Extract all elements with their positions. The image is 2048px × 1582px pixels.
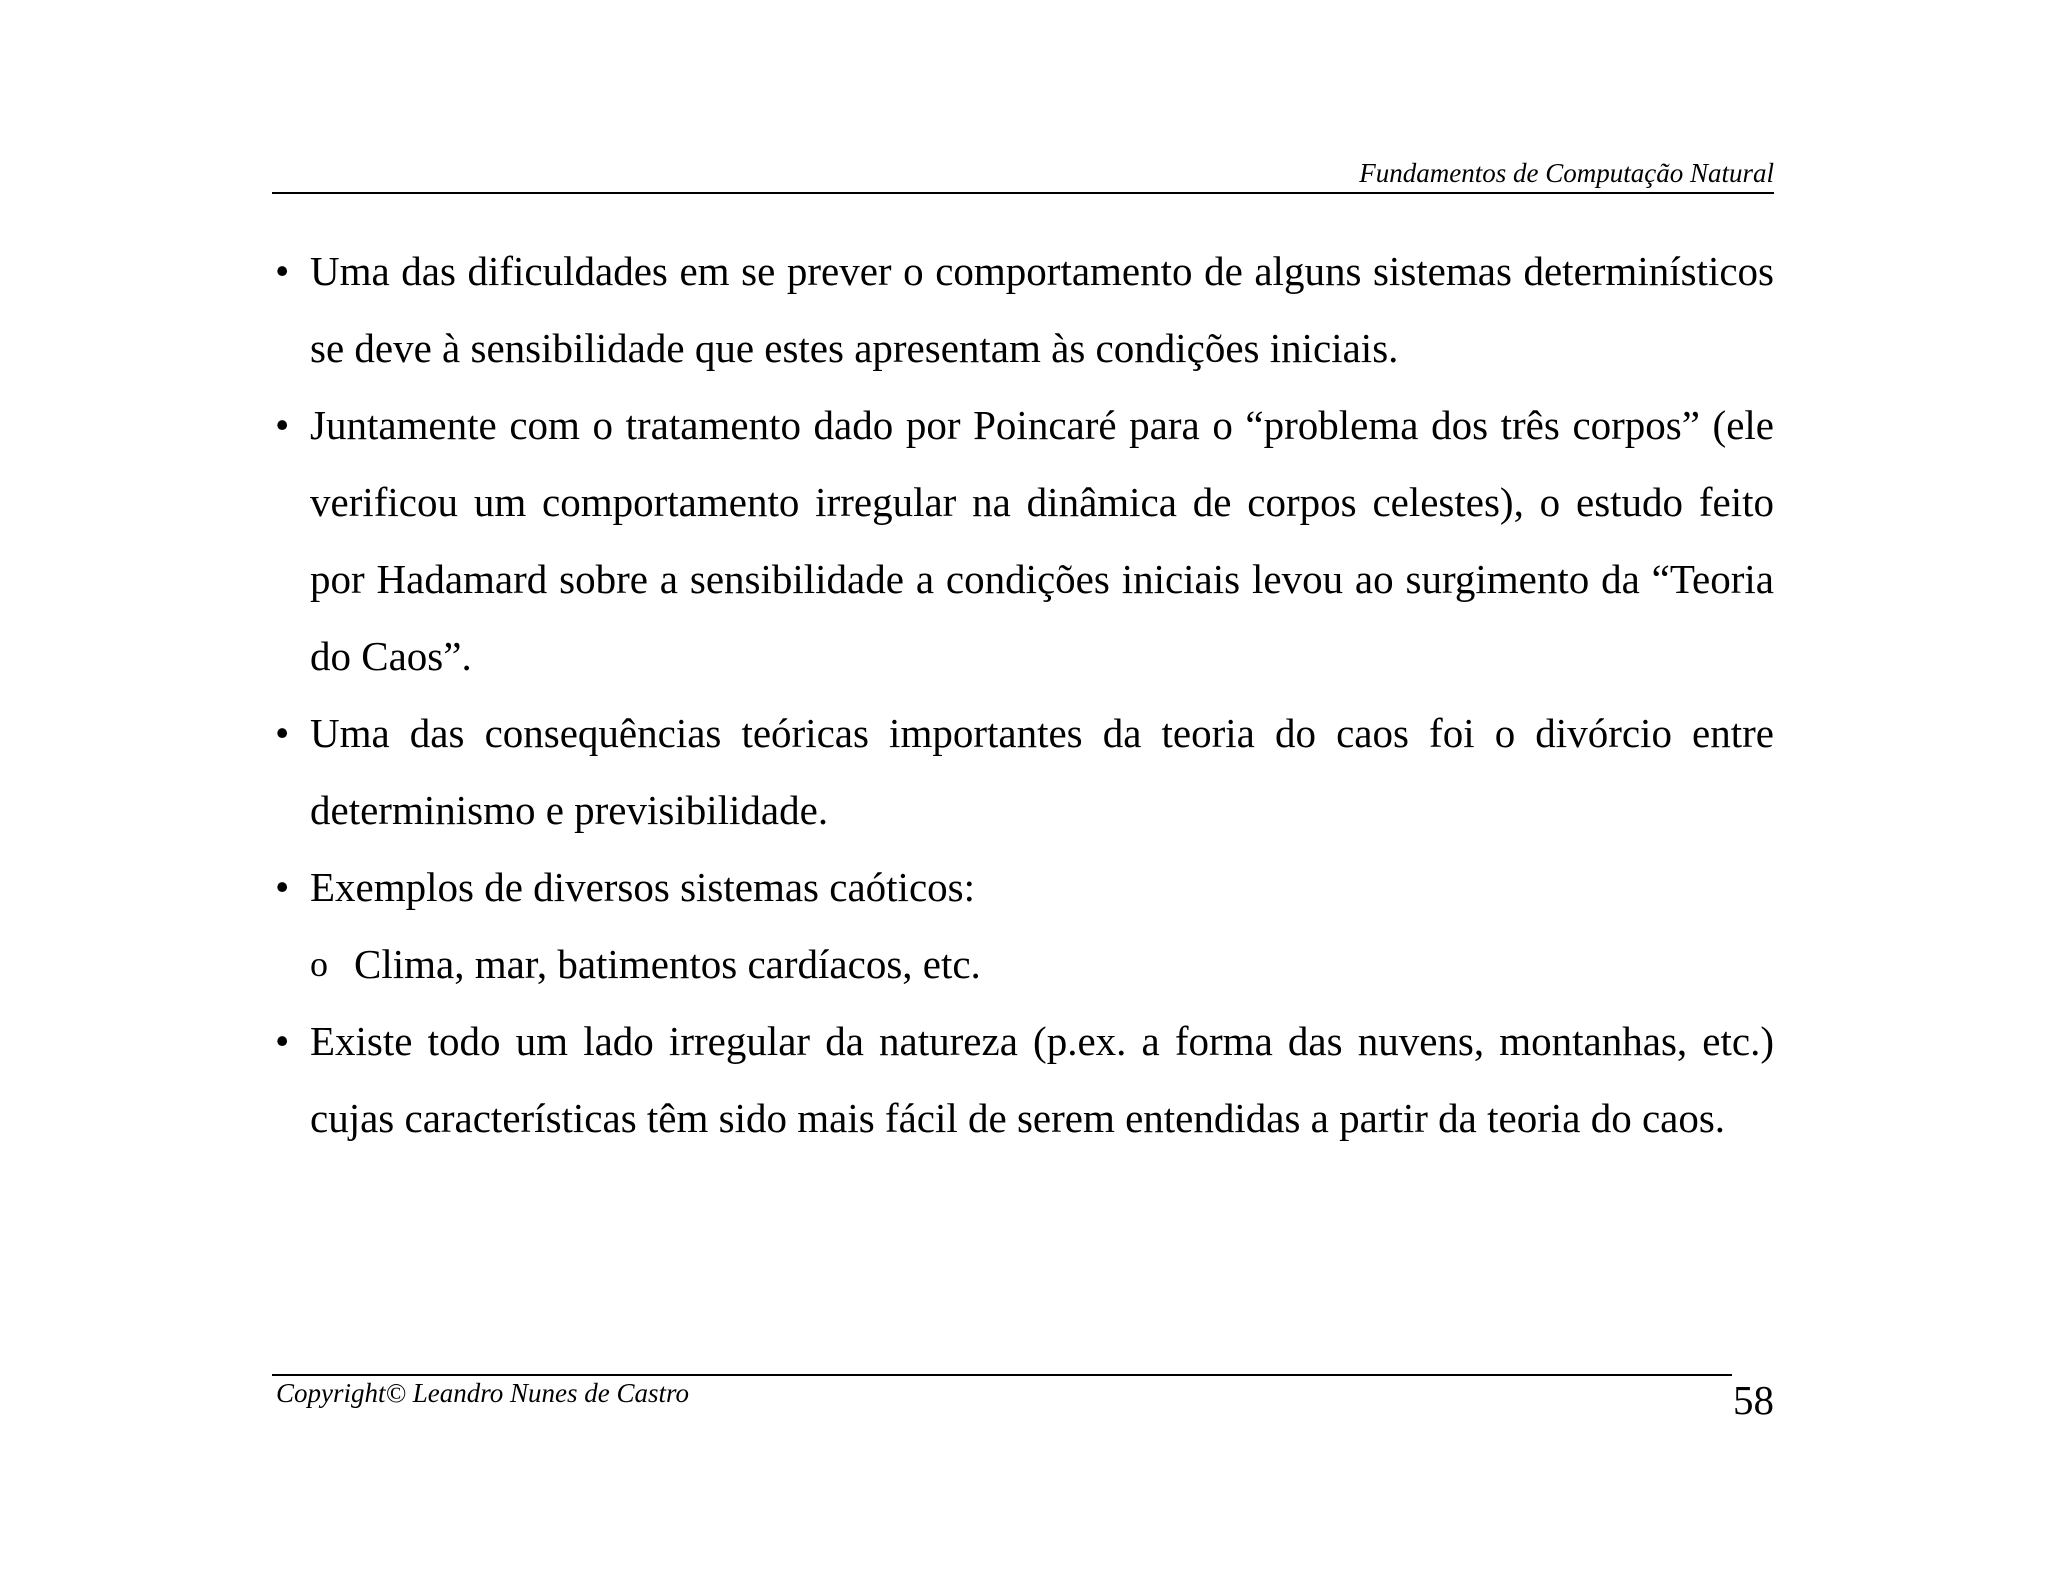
sub-bullet-marker: o — [310, 944, 328, 984]
bullet-text: Uma das dificuldades em se prever o comportamento de alguns sistemas determinísticos se deve à sensibilidade que estes apresentam às condições iniciais. — [310, 248, 1774, 371]
footer-divider — [272, 1374, 1732, 1376]
bullet-item — [272, 695, 1774, 849]
sub-bullet-text: Clima, mar, batimentos cardíacos, etc. — [354, 941, 981, 987]
bullet-text: Juntamente com o tratamento dado por Poincaré para o “problema dos três corpos” (ele verificou um comportamento irregular na dinâmica de corpos celestes), o estudo feito por Hadamard sobre a sensibilidade a condições iniciais levou ao surgimento da “Teoria do Caos”. — [310, 402, 1774, 679]
running-footer — [272, 1374, 1774, 1434]
bullet-marker: • — [275, 710, 290, 756]
bullet-text: Existe todo um lado irregular da natureza (p.ex. a forma das nuvens, montanhas, etc.) cujas características têm sido mais fácil de serem entendidas a partir da teoria do caos. — [310, 1018, 1774, 1141]
bullet-marker: • — [275, 402, 290, 448]
bullet-item — [272, 1003, 1774, 1157]
bullet-item — [272, 849, 1774, 926]
bullet-item — [272, 233, 1774, 387]
bullet-marker: • — [275, 248, 290, 294]
copyright-notice: Copyright© Leandro Nunes de Castro — [276, 1378, 690, 1408]
running-header — [272, 154, 1774, 194]
slide-content — [272, 233, 1774, 1157]
sub-bullet-item — [272, 926, 1774, 1003]
bullet-marker: • — [275, 864, 290, 910]
bullet-text: Uma das consequências teóricas importantes da teoria do caos foi o divórcio entre determinismo e previsibilidade. — [310, 710, 1774, 833]
bullet-item — [272, 387, 1774, 695]
running-title: Fundamentos de Computação Natural — [1359, 158, 1774, 188]
bullet-marker: • — [275, 1018, 290, 1064]
bullet-text: Exemplos de diversos sistemas caóticos: — [310, 864, 975, 910]
page-number: 58 — [1733, 1377, 1774, 1423]
